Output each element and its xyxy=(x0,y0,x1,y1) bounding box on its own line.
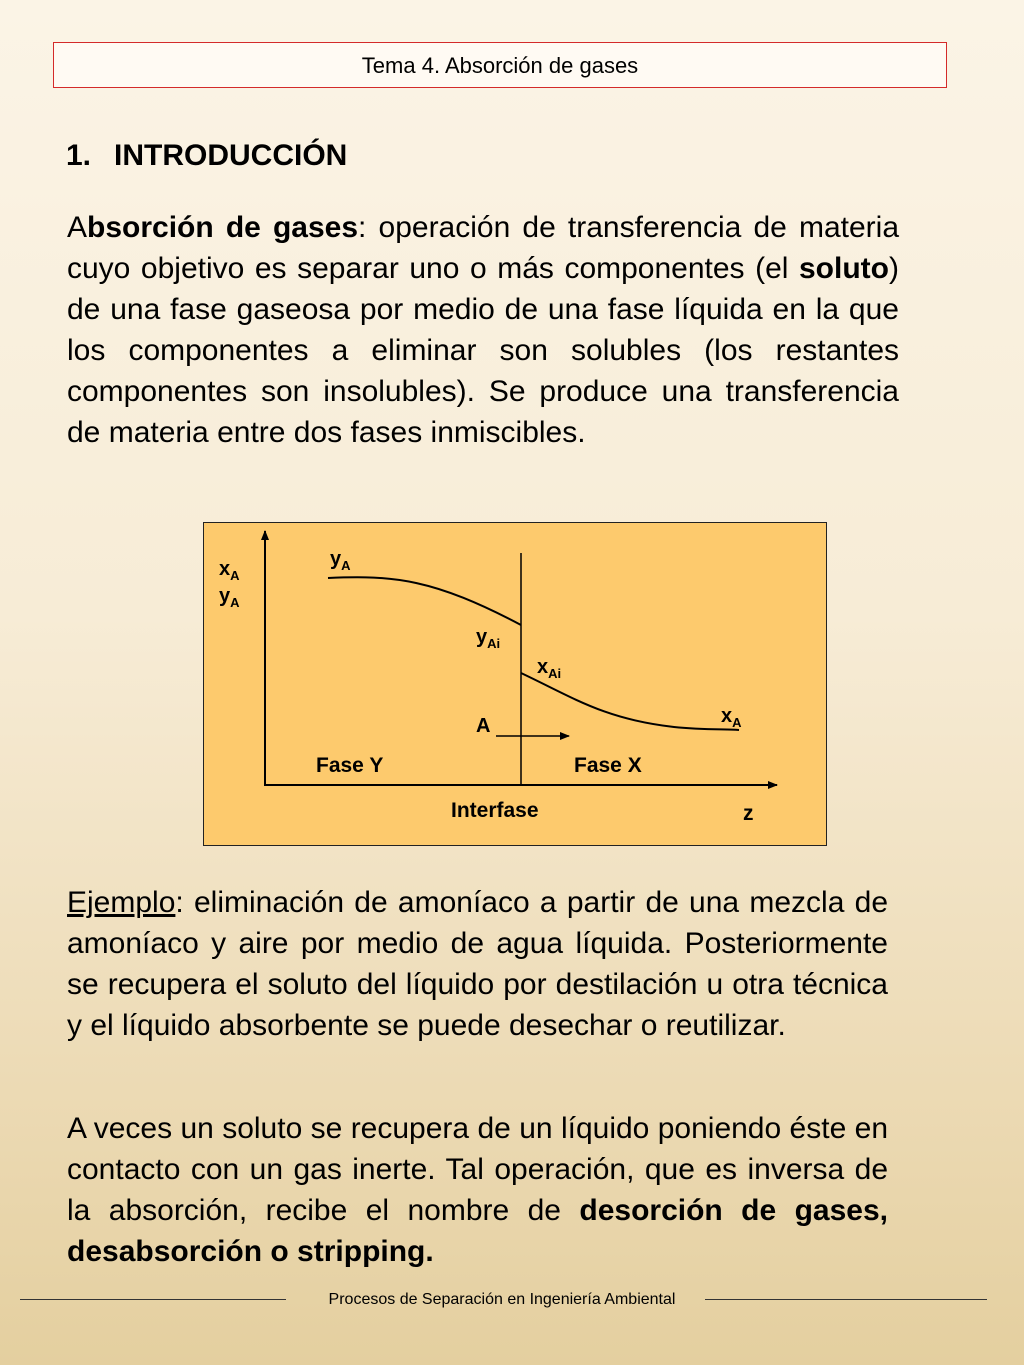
phase-x-label: Fase X xyxy=(574,754,642,777)
definition-term-initial: A xyxy=(67,211,88,244)
interface-diagram-svg xyxy=(204,523,828,847)
solute-term: soluto xyxy=(799,252,889,285)
gas-phase-curve xyxy=(328,577,521,625)
interface-label: Interfase xyxy=(451,799,539,822)
stripping-text: A veces un soluto se recupera de un líquido poniendo éste en contacto con un gas inerte. Tal operación, que es inversa de la absorción, recibe el nombre de xyxy=(67,1112,888,1227)
definition-text-1: : operación de transferencia de materia cuyo objetivo es separar uno o más componentes (el xyxy=(67,211,899,285)
section-title: INTRODUCCIÓN xyxy=(114,139,348,172)
y-axis-label-y: $y_A$ xyxy=(219,585,240,610)
section-number: 1. xyxy=(66,139,92,172)
section-heading xyxy=(66,138,347,174)
liquid-bulk-label: $x_A$ xyxy=(721,705,742,730)
example-paragraph xyxy=(67,882,888,1046)
definition-term: bsorción de gases xyxy=(87,211,359,244)
stripping-terms: desorción de gases, desabsorción o stripping. xyxy=(67,1194,888,1268)
footer-text: Procesos de Separación en Ingeniería Ambiental xyxy=(328,1291,676,1308)
liquid-phase-curve xyxy=(521,673,739,730)
transfer-label: A xyxy=(476,715,491,737)
y-axis-label-x: $x_A$ xyxy=(219,558,240,583)
slide-header xyxy=(53,42,947,88)
phase-y-label: Fase Y xyxy=(316,754,384,777)
definition-paragraph xyxy=(67,207,899,453)
stripping-paragraph xyxy=(67,1108,888,1272)
interface-diagram xyxy=(203,522,827,846)
example-text: : eliminación de amoníaco a partir de una mezcla de amoníaco y aire por medio de agua líquida. Posteriormente se recupera el soluto del líquido por destilación u otra técnica y el líquido absorbente se puede desechar o reutilizar. xyxy=(67,886,888,1042)
z-axis-label: z xyxy=(743,802,754,825)
gas-bulk-label: $y_A$ xyxy=(330,548,351,573)
gas-interface-label: $y_{Ai}$ xyxy=(476,626,501,651)
definition-text-2: ) de una fase gaseosa por medio de una fase líquida en la que los componentes a eliminar son solubles (los restantes componentes son insolubles). Se produce una transferencia de materia entre dos fases inmiscibles. xyxy=(67,252,899,449)
slide-title: Tema 4. Absorción de gases xyxy=(361,53,639,78)
example-label: Ejemplo xyxy=(67,886,176,919)
liquid-interface-label: $x_{Ai}$ xyxy=(537,656,562,681)
